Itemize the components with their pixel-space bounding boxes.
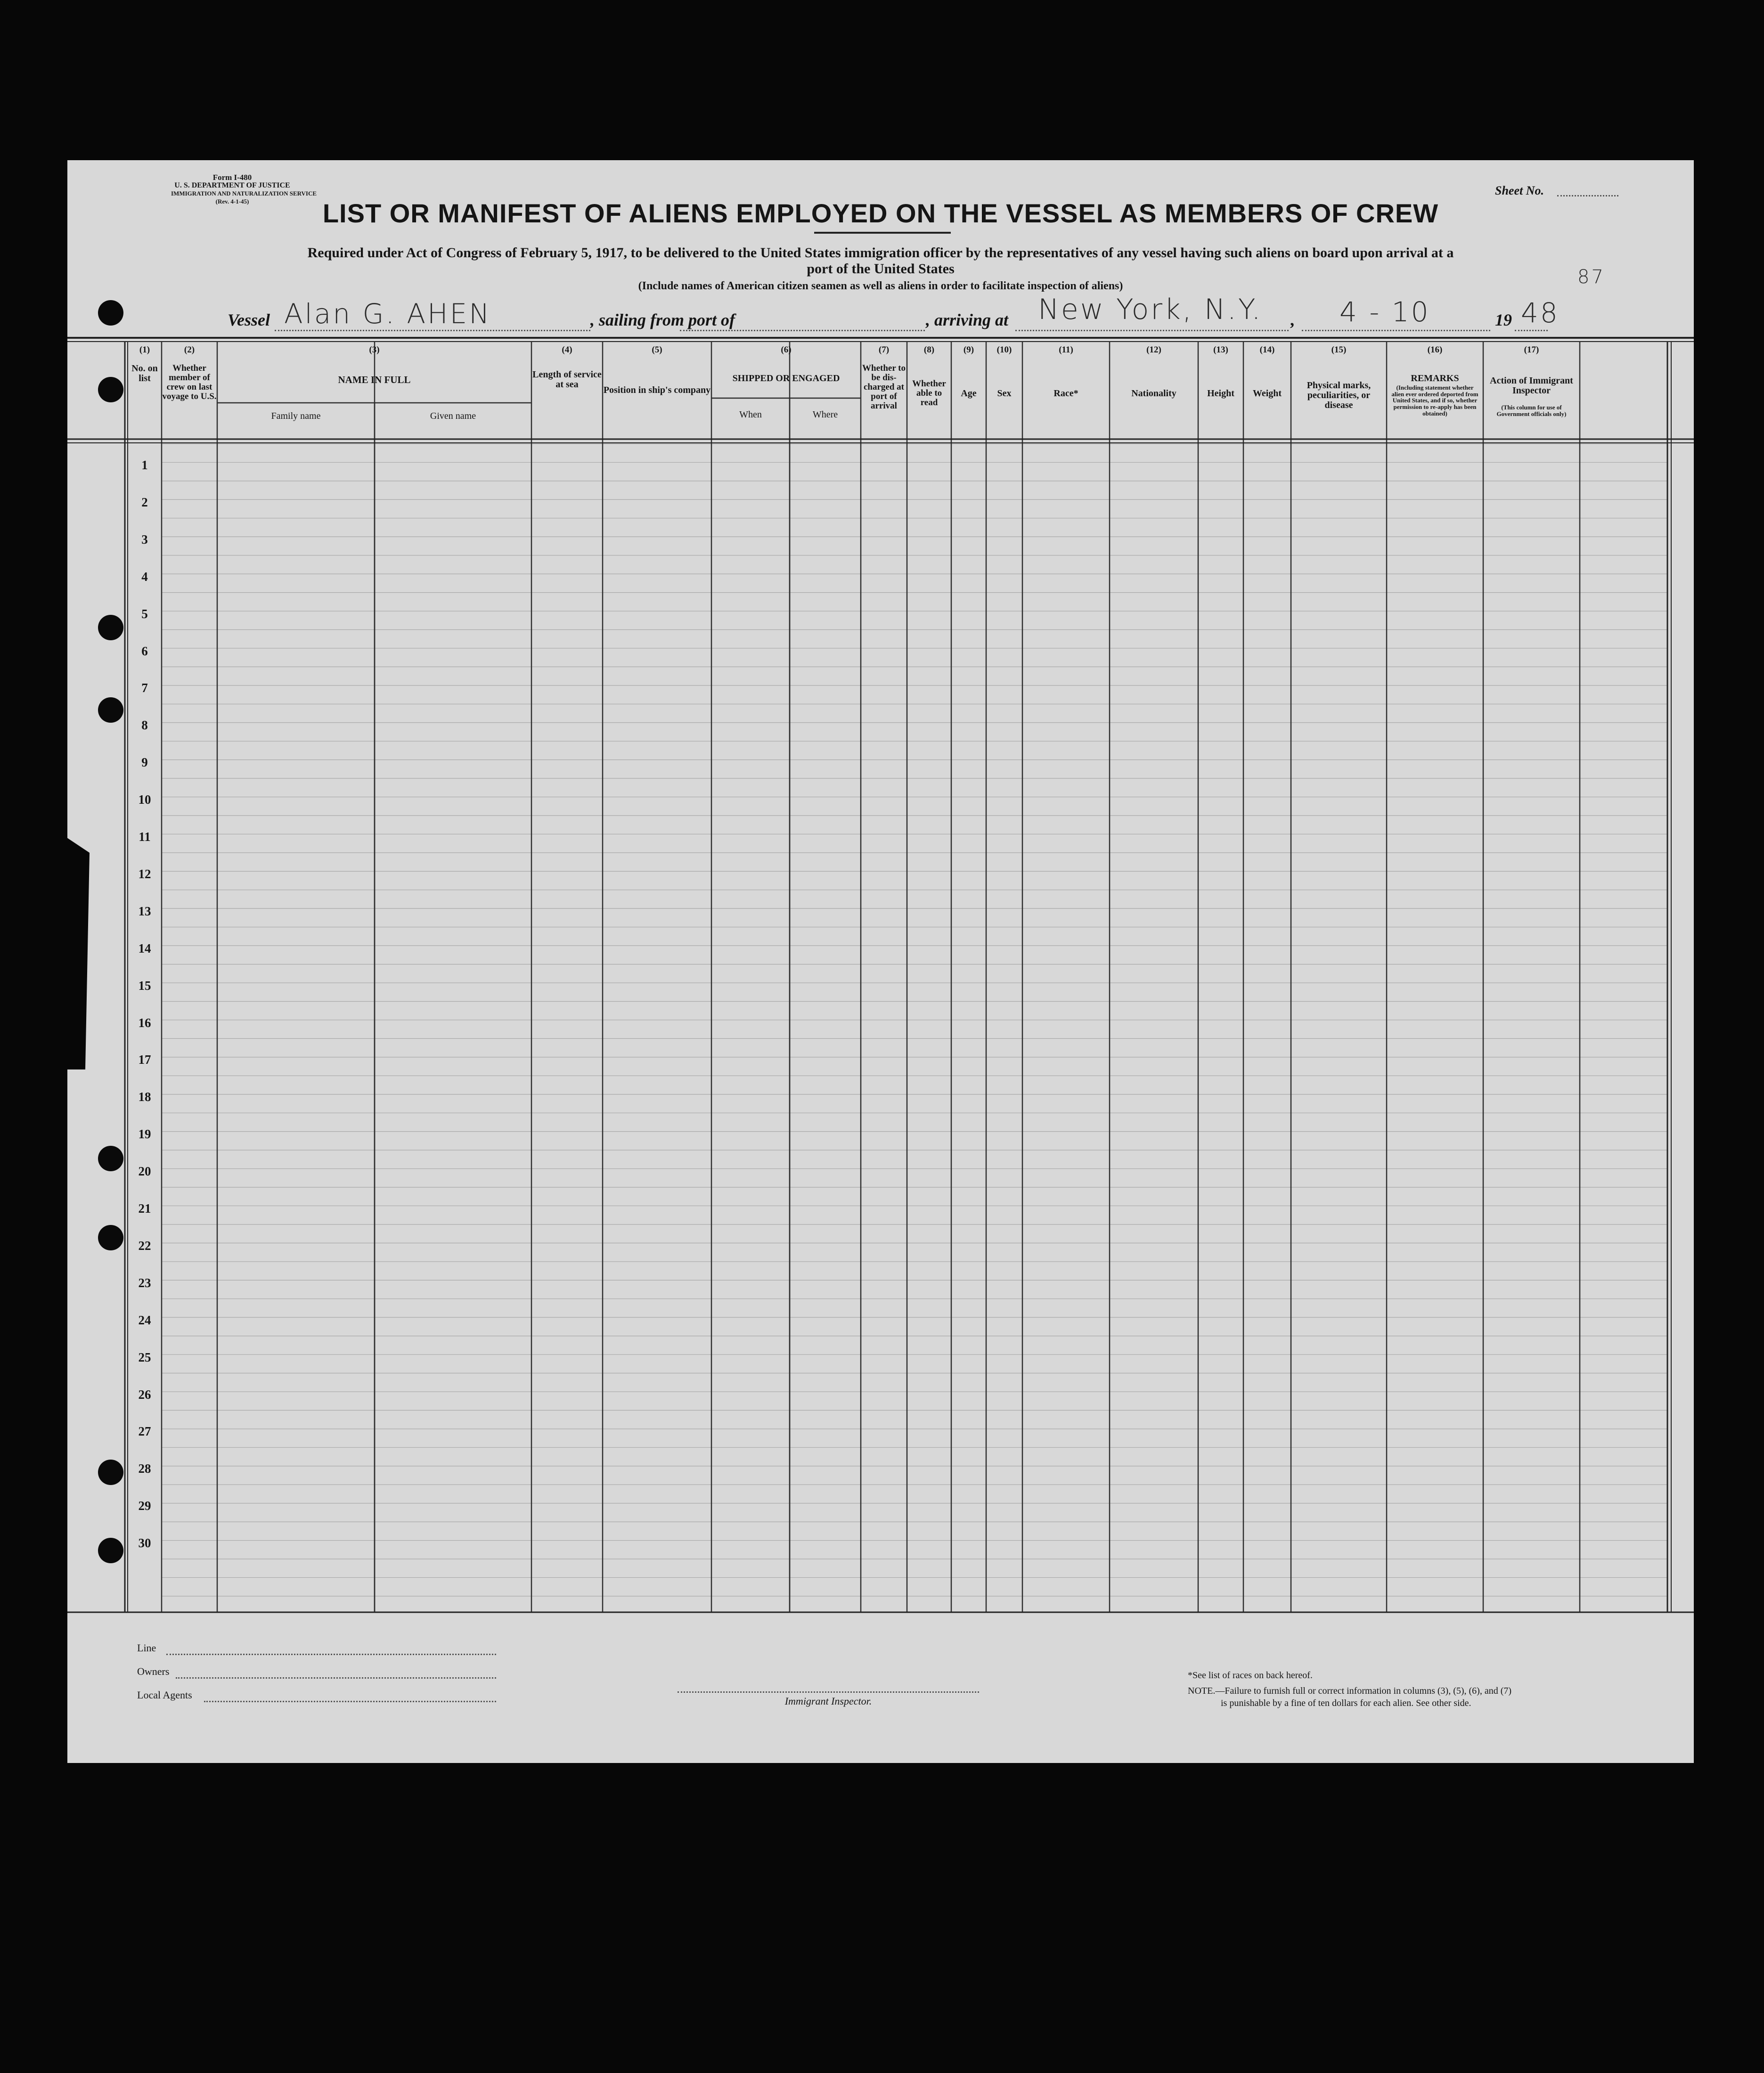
manifest-sheet: [67, 160, 1694, 1763]
c1-number: (1): [139, 345, 150, 355]
row-number: 15: [138, 978, 151, 993]
row-number: 6: [141, 644, 148, 658]
required-act-text: Required under Act of Congress of February 5, 1917, to be delivered to the United States immigration officer by the representatives of any vessel having such aliens on board upon arrival at a: [307, 245, 1454, 261]
row-number: 13: [138, 904, 151, 918]
revision-date: (Rev. 4-1-45): [215, 198, 249, 205]
local-agents-label: Local Agents: [137, 1689, 192, 1701]
c6-number: (6): [781, 345, 792, 355]
arrival-date-field[interactable]: 4 - 10: [1339, 296, 1430, 328]
col-discharged: Whether to be dis-charged at port of arrival: [862, 363, 906, 411]
row-number: 23: [138, 1275, 151, 1290]
col-remarks: REMARKS: [1411, 373, 1459, 384]
row-number: 10: [138, 792, 151, 807]
col-inspector-action: Action of Immigrant Inspector: [1490, 375, 1573, 396]
col-sex: Sex: [997, 388, 1012, 399]
c7-number: (7): [878, 345, 890, 355]
punch-hole: [98, 615, 123, 640]
vessel-name-field[interactable]: Alan G. AHEN: [284, 298, 491, 330]
comma-separator: ,: [1290, 310, 1294, 329]
row-number: 28: [138, 1461, 151, 1476]
row-number: 8: [141, 718, 148, 733]
col-able-to-read: Whether able to read: [912, 379, 946, 408]
punch-hole: [98, 300, 123, 326]
col-shipped-when: When: [739, 409, 762, 420]
row-number: 27: [138, 1424, 151, 1439]
row-number: 14: [138, 941, 151, 955]
c3-number: (3): [369, 345, 380, 355]
row-number: 24: [138, 1313, 151, 1327]
c15-number: (15): [1331, 345, 1347, 355]
row-number: 20: [138, 1164, 151, 1179]
row-number: 26: [138, 1387, 151, 1402]
c11-number: (11): [1059, 345, 1073, 355]
c13-number: (13): [1213, 345, 1228, 355]
arriving-label: , arriving at: [926, 310, 1009, 329]
col-inspector-detail: (This column for use of Government officials only): [1496, 404, 1567, 417]
col-family-name: Family name: [271, 411, 321, 421]
form-number: Form I-480: [212, 173, 252, 182]
col-member-last-voyage: Whether member of crew on last voyage to U.S.: [162, 363, 217, 401]
race-note: *See list of races on back hereof.: [1188, 1670, 1313, 1681]
c16-number: (16): [1427, 345, 1443, 355]
row-number: 9: [141, 755, 148, 770]
col-length-of-service: Length of service at sea: [532, 369, 602, 390]
line-field[interactable]: [166, 1654, 496, 1655]
row-number: 2: [141, 495, 148, 509]
c5-number: (5): [652, 345, 662, 355]
service-name: IMMIGRATION AND NATURALIZATION SERVICE: [171, 190, 317, 197]
c8-number: (8): [923, 345, 935, 355]
row-number: 1: [141, 458, 148, 472]
form-title: LIST OR MANIFEST OF ALIENS EMPLOYED ON THE VESSEL AS MEMBERS OF CREW: [322, 198, 1439, 228]
row-number: 21: [138, 1201, 151, 1216]
table-frame: [67, 338, 1694, 1612]
row-number: 29: [138, 1499, 151, 1513]
col-age: Age: [961, 388, 977, 399]
row-number: 19: [138, 1127, 151, 1142]
c2-number: (2): [184, 345, 195, 355]
c4-number: (4): [562, 345, 572, 355]
col-no-on-list: No. on list: [131, 363, 158, 384]
c14-number: (14): [1259, 345, 1275, 355]
arrival-year-field[interactable]: 48: [1521, 297, 1560, 329]
punch-hole: [98, 1146, 123, 1171]
column-lines: [162, 342, 1580, 1612]
inspector-signature-field[interactable]: [678, 1691, 979, 1693]
c10-number: (10): [996, 345, 1012, 355]
local-agents-field[interactable]: [204, 1701, 496, 1702]
fine-note-2: is punishable by a fine of ten dollars for each alien. See other side.: [1221, 1698, 1471, 1708]
col-physical-marks: Physical marks, peculiarities, or disease: [1307, 380, 1371, 410]
sheet-number-label: Sheet No.: [1495, 184, 1544, 197]
punch-hole: [98, 1460, 123, 1485]
punch-hole: [98, 697, 123, 723]
vessel-label: Vessel: [228, 310, 270, 329]
row-number: 18: [138, 1090, 151, 1104]
row-number: 16: [138, 1015, 151, 1030]
col-weight: Weight: [1252, 388, 1282, 399]
year-prefix: 19: [1495, 310, 1512, 329]
row-number: 7: [141, 681, 148, 695]
row-number: 17: [138, 1053, 151, 1067]
c12-number: (12): [1146, 345, 1161, 355]
col-given-name: Given name: [430, 411, 476, 421]
punch-hole: [98, 377, 123, 402]
required-act-text-2: port of the United States: [807, 261, 955, 277]
sailing-label: , sailing from port of: [590, 310, 735, 329]
row-number: 4: [141, 569, 148, 584]
page-number-handwritten: 87: [1577, 266, 1605, 288]
row-number: 5: [141, 606, 148, 621]
row-number: 11: [139, 830, 151, 844]
col-position: Position in ship's company: [603, 385, 711, 395]
arriving-port-field[interactable]: New York, N.Y.: [1038, 293, 1263, 326]
row-number: 25: [138, 1350, 151, 1364]
c17-number: (17): [1524, 345, 1539, 355]
row-number: 22: [138, 1238, 151, 1253]
owners-label: Owners: [137, 1665, 170, 1677]
punch-hole: [98, 1225, 123, 1250]
col-shipped-or-engaged: SHIPPED OR ENGAGED: [732, 373, 840, 384]
ruled-lines: [162, 444, 1667, 1596]
immigrant-inspector-label: Immigrant Inspector.: [784, 1695, 872, 1707]
col-race: Race*: [1054, 388, 1078, 399]
col-nationality: Nationality: [1131, 388, 1176, 399]
c9-number: (9): [963, 345, 974, 355]
paper-edge-tear: [61, 834, 90, 1069]
col-remarks-detail: (Including statement whether alien ever ordered deported from United States, and if so, whether permission to re-apply has been obtained): [1391, 384, 1478, 417]
row-number: 3: [141, 532, 148, 547]
col-shipped-where: Where: [812, 409, 838, 420]
row-number: 12: [138, 866, 151, 881]
col-height: Height: [1207, 388, 1234, 399]
department-name: U. S. DEPARTMENT OF JUSTICE: [174, 181, 290, 189]
include-note: (Include names of American citizen seamen as well as aliens in order to facilitate inspection of aliens): [638, 280, 1123, 292]
punch-hole: [98, 1538, 123, 1563]
line-label: Line: [137, 1642, 156, 1654]
owners-field[interactable]: [176, 1677, 496, 1679]
col-name-in-full: NAME IN FULL: [338, 374, 411, 385]
fine-note-1: NOTE.—Failure to furnish full or correct information in columns (3), (5), (6), and (7): [1188, 1686, 1512, 1696]
row-number: 30: [138, 1536, 151, 1551]
